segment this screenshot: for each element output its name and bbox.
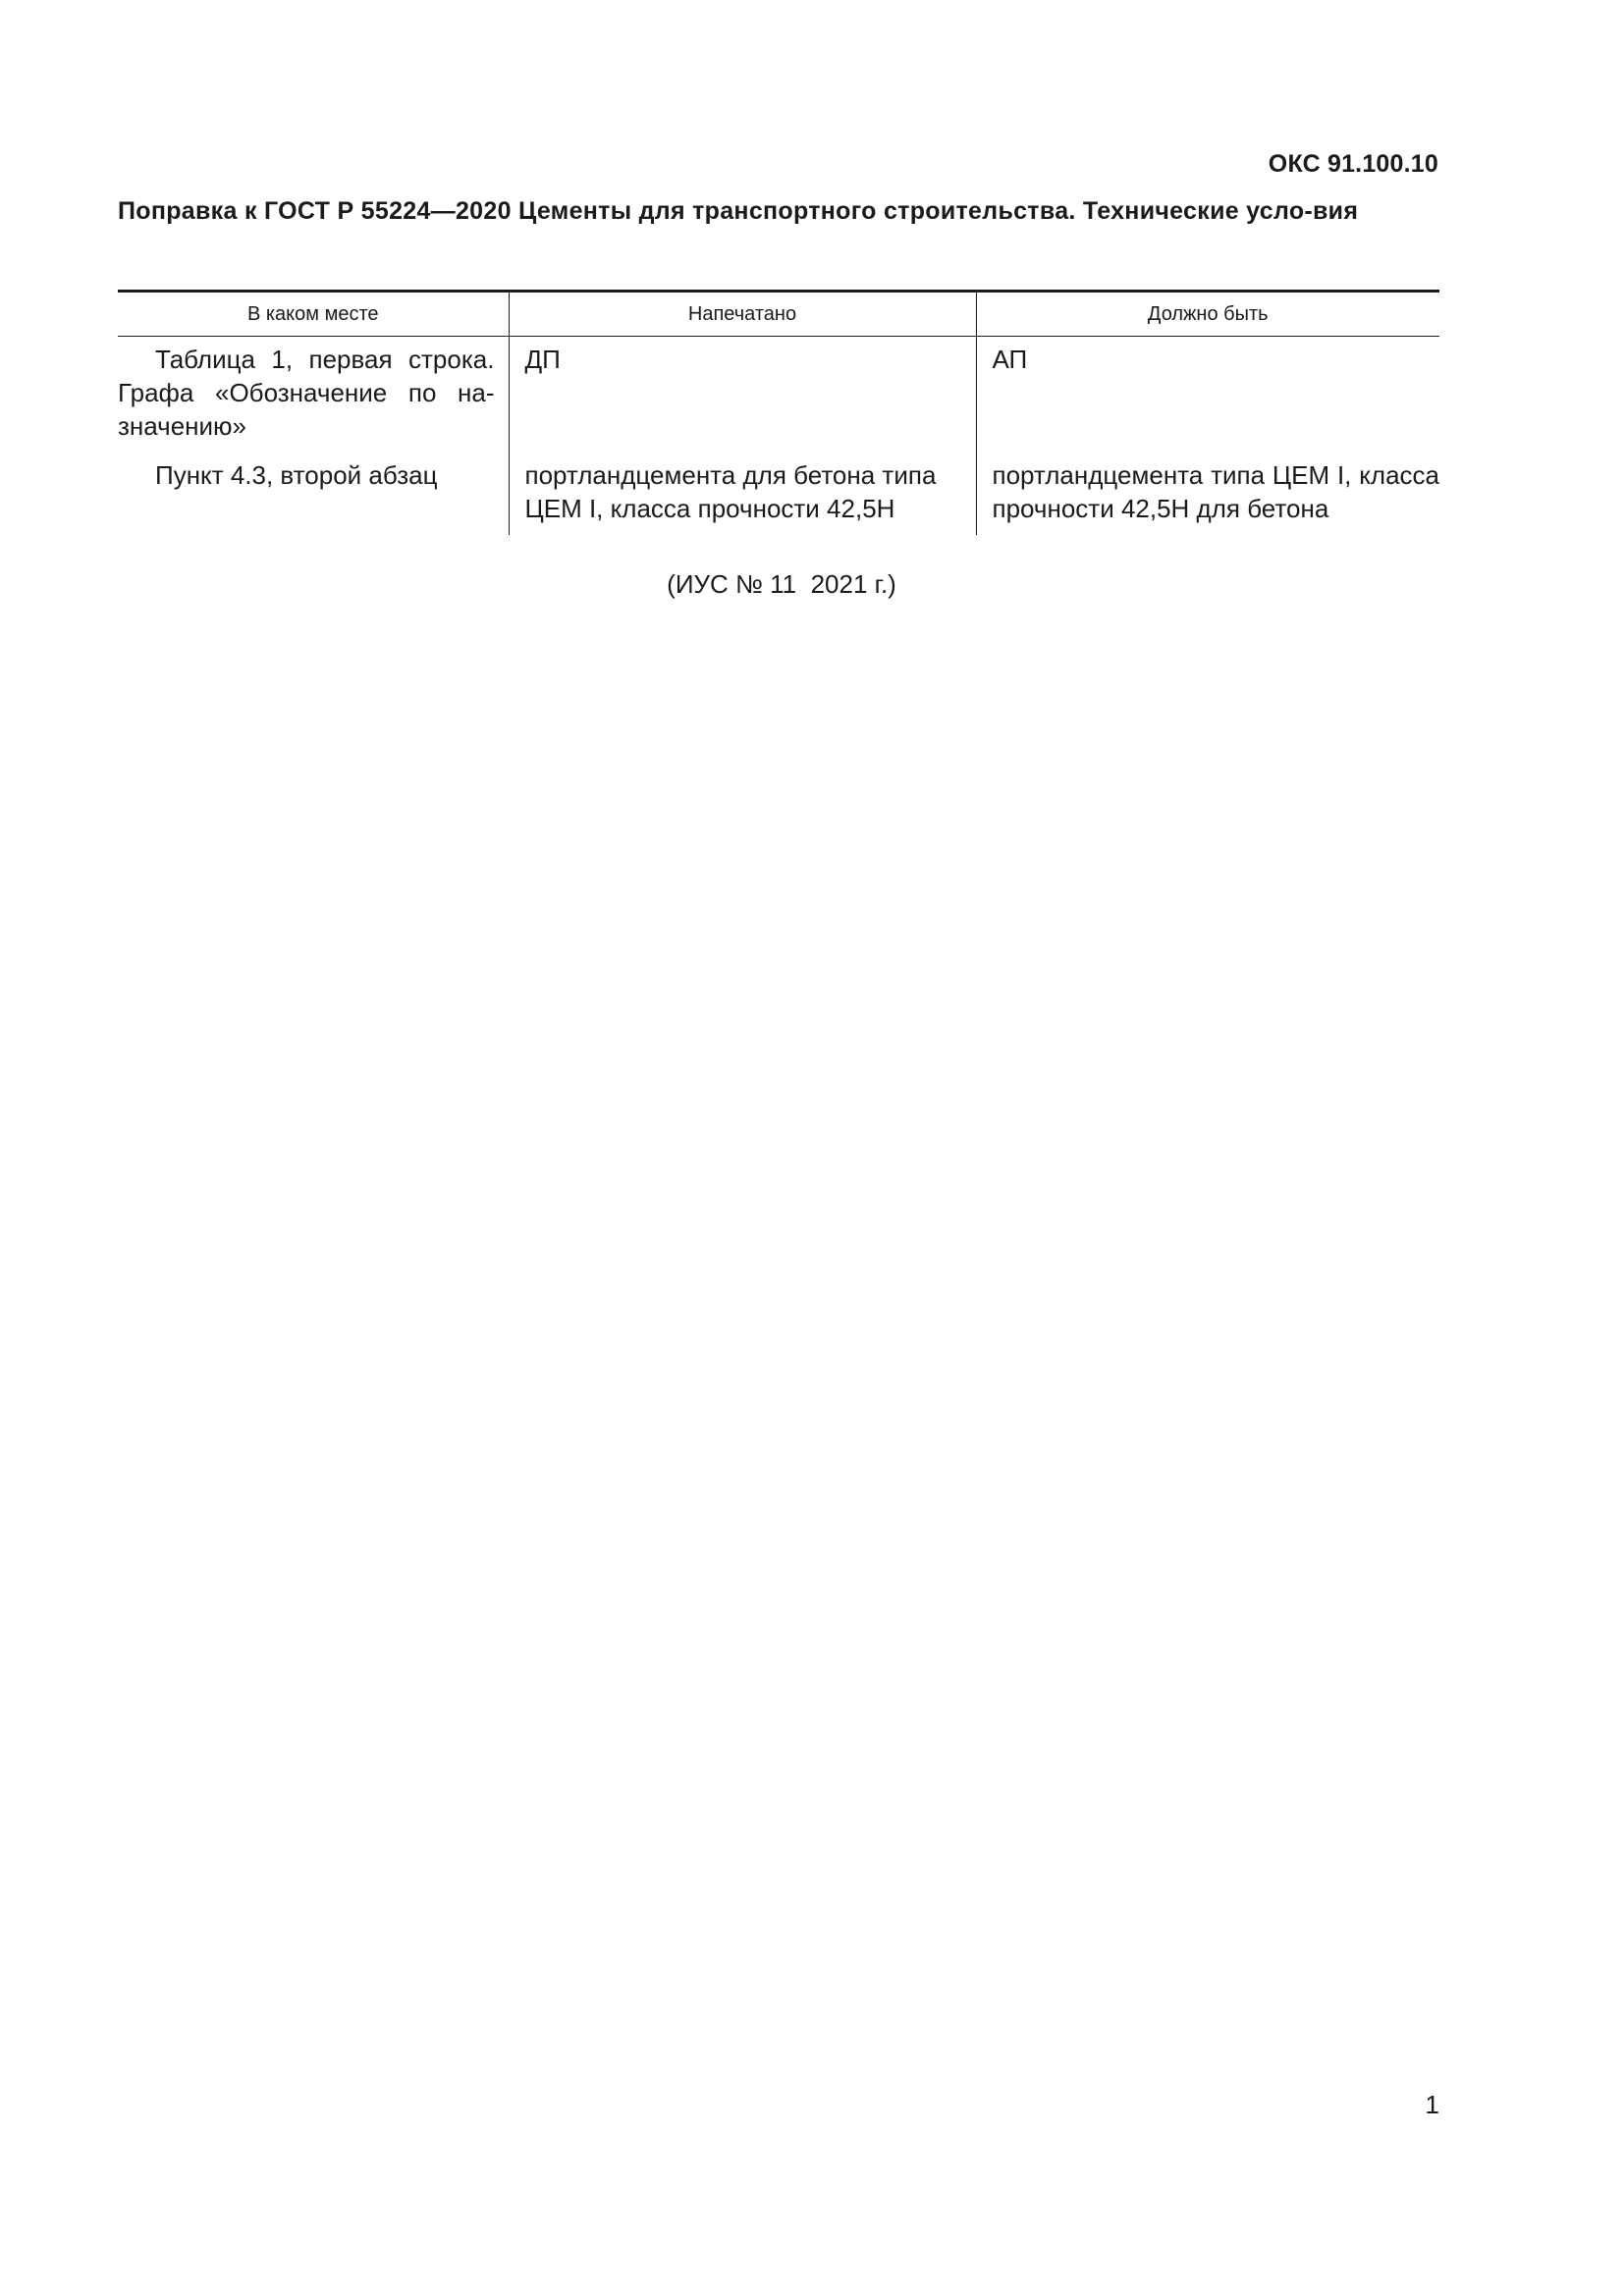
- document-title: Поправка к ГОСТ Р 55224—2020 Цементы для транспортного строительства. Технические усло-вия: [118, 197, 1359, 225]
- table-header-row: [118, 292, 1439, 337]
- column-header-should-be: Должно быть: [976, 292, 1439, 337]
- cell-place: Таблица 1, первая строка. Графа «Обозначение по на-значению»: [118, 345, 495, 441]
- page-number: 1: [1425, 2090, 1439, 2119]
- cell-should-be: портландцемента типа ЦЕМ I, класса прочности 42,5Н для бетона: [976, 458, 1439, 535]
- cell-place: Пункт 4.3, второй абзац: [155, 460, 438, 490]
- table-row: [118, 337, 1439, 459]
- cell-should-be: АП: [976, 337, 1439, 459]
- cell-printed: ДП: [509, 337, 976, 459]
- table-row: [118, 458, 1439, 535]
- ius-reference: (ИУС № 11 2021 г.): [667, 569, 896, 599]
- cell-printed: портландцемента для бетона типа ЦЕМ I, класса прочности 42,5Н: [509, 458, 976, 535]
- correction-table: [118, 290, 1439, 535]
- oks-code: ОКС 91.100.10: [1268, 150, 1438, 178]
- column-header-place: В каком месте: [118, 292, 509, 337]
- column-header-printed: Напечатано: [509, 292, 976, 337]
